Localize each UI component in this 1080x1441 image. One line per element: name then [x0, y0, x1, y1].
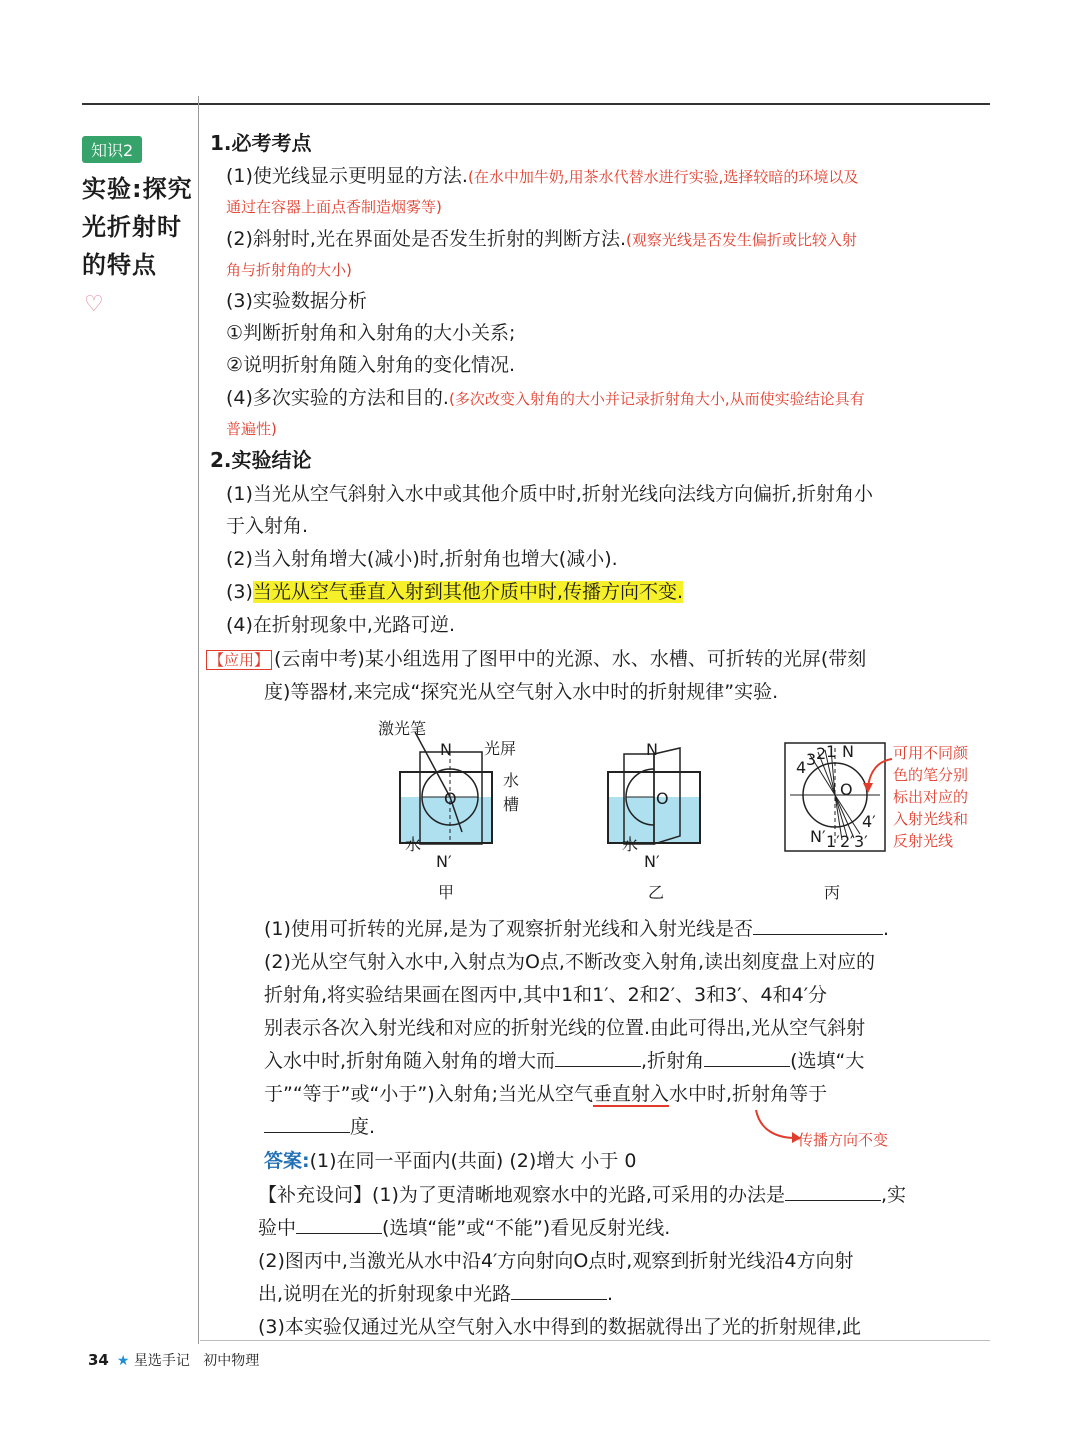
point-1-answer-a: (在水中加牛奶,用茶水代替水进行实验,选择较暗的环境以及 [467, 168, 859, 186]
section-side-title: 实验:探究光折射时的特点 [82, 175, 193, 279]
answer-blank [555, 1048, 641, 1067]
conclusion-1b: 于入射角. [226, 515, 309, 537]
page-footer [88, 1350, 259, 1370]
note-line-2: 色的笔分别 [893, 766, 969, 784]
section-2-heading: 2.实验结论 [210, 448, 312, 472]
question-2d-a: 入水中时,折射角随入射角的增大而 [264, 1050, 556, 1072]
answer-blank [264, 1114, 350, 1133]
caption-yi: 乙 [648, 883, 665, 902]
star-icon: ★ [116, 1353, 130, 1369]
answer-blank [511, 1281, 607, 1300]
supplement-2b-end: . [607, 1283, 614, 1305]
answer-text: (1)在同一平面内(共面) (2)增大 小于 0 [309, 1150, 637, 1172]
point-3: (3)实验数据分析 [226, 290, 367, 312]
bing-num-4: 4 [796, 758, 807, 777]
point-1-question: (1)使光线显示更明显的方法. [226, 165, 468, 187]
point-2-answer-a: (观察光线是否发生偏折或比较入射 [626, 231, 857, 249]
book-name: 星选手记 [133, 1353, 190, 1369]
answer-blank [785, 1182, 881, 1201]
bing-n-label: N [842, 742, 854, 761]
application-line-1 [206, 646, 866, 673]
jia-n-label: N [440, 740, 452, 759]
knowledge-badge: 知识2 [82, 136, 142, 163]
note-arrow-icon [860, 755, 896, 795]
conclusion-1a: (1)当光从空气斜射入水中或其他介质中时,折射光线向法线方向偏折,折射角小 [226, 483, 873, 505]
caption-jia: 甲 [438, 883, 455, 902]
question-2f [264, 1114, 375, 1140]
section-1-heading: 1.必考考点 [210, 131, 312, 155]
supplement-1b-text: 验中 [258, 1217, 297, 1239]
conclusion-2: (2)当入射角增大(减小)时,折射角也增大(减小). [226, 548, 618, 570]
yi-water-label: 水 [622, 835, 639, 854]
conclusion-3-highlight: 当光从空气垂直入射到其他介质中时,传播方向不变. [252, 581, 684, 603]
application-tag: 【应用】 [206, 650, 272, 670]
question-1-text: (1)使用可折转的光屏,是为了观察折射光线和入射光线是否 [264, 918, 753, 940]
heart-icon: ♡ [84, 292, 104, 317]
supplement-2a: (2)图丙中,当激光从水中沿4′方向射向O点时,观察到折射光线沿4方向射 [258, 1250, 854, 1272]
jia-nprime-label: N′ [436, 852, 452, 871]
bing-o-label: O [840, 780, 853, 799]
point-4-answer-a: (多次改变入射角的大小并记录折射角大小,从而使实验结论具有 [448, 390, 865, 408]
note-line-5: 反射光线 [893, 832, 954, 850]
laser-label: 激光笔 [378, 719, 427, 738]
jia-water-label: 水 [405, 835, 422, 854]
bing-nprime-label: N′ [810, 827, 826, 846]
question-2c: 别表示各次入射光线和对应的折射光线的位置.由此可得出,光从空气斜射 [264, 1017, 866, 1039]
figure-note [893, 742, 968, 852]
bottom-rule [200, 1340, 990, 1341]
answer-label: 答案: [264, 1150, 310, 1172]
point-4-question: (4)多次实验的方法和目的. [226, 387, 449, 409]
subject-name: 初中物理 [203, 1353, 260, 1369]
screen-label: 光屏 [484, 739, 517, 758]
bing-num-3: 3 [806, 750, 817, 769]
top-rule [82, 103, 990, 105]
conclusion-4: (4)在折射现象中,光路可逆. [226, 614, 455, 636]
application-line-2: 度)等器材,来完成“探究光从空气射入水中时的折射规律”实验. [264, 681, 779, 703]
tank-label-b: 槽 [503, 795, 520, 814]
bing-num-3p: 3′ [854, 832, 868, 851]
point-3-a: ①判断折射角和入射角的大小关系; [226, 322, 516, 344]
conclusion-3-prefix: (3) [226, 581, 253, 603]
propagation-note: 传播方向不变 [798, 1131, 889, 1149]
jia-o-label: O [444, 789, 457, 808]
point-2 [226, 226, 857, 253]
note-line-3: 标出对应的 [893, 788, 969, 806]
question-1-end: . [882, 918, 890, 940]
bing-num-2: 2 [816, 744, 827, 763]
conclusion-3 [226, 579, 683, 605]
point-1 [226, 163, 858, 190]
question-2b: 折射角,将实验结果画在图丙中,其中1和1′、2和2′、3和3′、4和4′分 [264, 984, 828, 1006]
bing-num-4p: 4′ [862, 812, 876, 831]
column-divider [198, 96, 199, 1344]
note-line-1: 可用不同颜 [893, 744, 969, 762]
bing-num-1: 1 [826, 742, 837, 761]
yi-o-label: O [656, 789, 669, 808]
application-text-1: (云南中考)某小组选用了图甲中的光源、水、水槽、可折转的光屏(带刻 [274, 648, 867, 670]
bing-num-1p: 1′ [826, 832, 840, 851]
question-2d-c: (选填“大 [790, 1050, 865, 1072]
question-2e-a: 于”“等于”或“小于”)入射角;当光从空气 [264, 1083, 594, 1105]
red-arrow-icon [752, 1108, 802, 1144]
point-2-answer-b: 角与折射角的大小) [226, 261, 352, 279]
supplement-2b [258, 1281, 613, 1307]
supplement-3: (3)本实验仅通过光从空气射入水中得到的数据就得出了光的折射规律,此 [258, 1316, 861, 1338]
bing-num-2p: 2′ [840, 832, 854, 851]
question-2e-b: 水中时,折射角等于 [669, 1083, 828, 1105]
figure-yi [590, 712, 710, 862]
tank-label-a: 水 [503, 771, 520, 790]
question-1 [264, 916, 889, 942]
point-4-answer-b: 普遍性) [226, 420, 277, 438]
supplement-1b [258, 1215, 670, 1241]
question-2a: (2)光从空气射入水中,入射点为O点,不断改变入射角,读出刻度盘上对应的 [264, 951, 875, 973]
supplement-1a-text: 【补充设问】(1)为了更清晰地观察水中的光路,可采用的办法是 [258, 1184, 785, 1206]
caption-bing: 丙 [824, 883, 841, 902]
supplement-1a [258, 1182, 906, 1208]
supplement-2b-text: 出,说明在光的折射现象中光路 [258, 1283, 512, 1305]
note-line-4: 入射光线和 [893, 810, 969, 828]
answer-line [264, 1148, 636, 1174]
page-number: 34 [88, 1351, 109, 1369]
point-2-question: (2)斜射时,光在界面处是否发生折射的判断方法. [226, 228, 626, 250]
point-1-answer-b: 通过在容器上面点香制造烟雾等) [226, 198, 442, 216]
bing-ray-4p [835, 795, 860, 834]
point-4 [226, 385, 865, 412]
supplement-1a-end: ,实 [880, 1184, 907, 1206]
question-2e-underlined: 垂直射入 [593, 1083, 670, 1105]
question-2e [264, 1081, 827, 1107]
question-2d-b: ,折射角 [641, 1050, 705, 1072]
supplement-1b-end: (选填“能”或“不能”)看见反射光线. [382, 1217, 671, 1239]
answer-blank [296, 1215, 382, 1234]
answer-blank [753, 916, 883, 935]
yi-nprime-label: N′ [644, 852, 660, 871]
question-2f-text: 度. [350, 1116, 376, 1138]
point-3-b: ②说明折射角随入射角的变化情况. [226, 354, 516, 376]
yi-n-label: N [646, 740, 658, 759]
answer-blank [704, 1048, 790, 1067]
question-2d [264, 1048, 864, 1074]
